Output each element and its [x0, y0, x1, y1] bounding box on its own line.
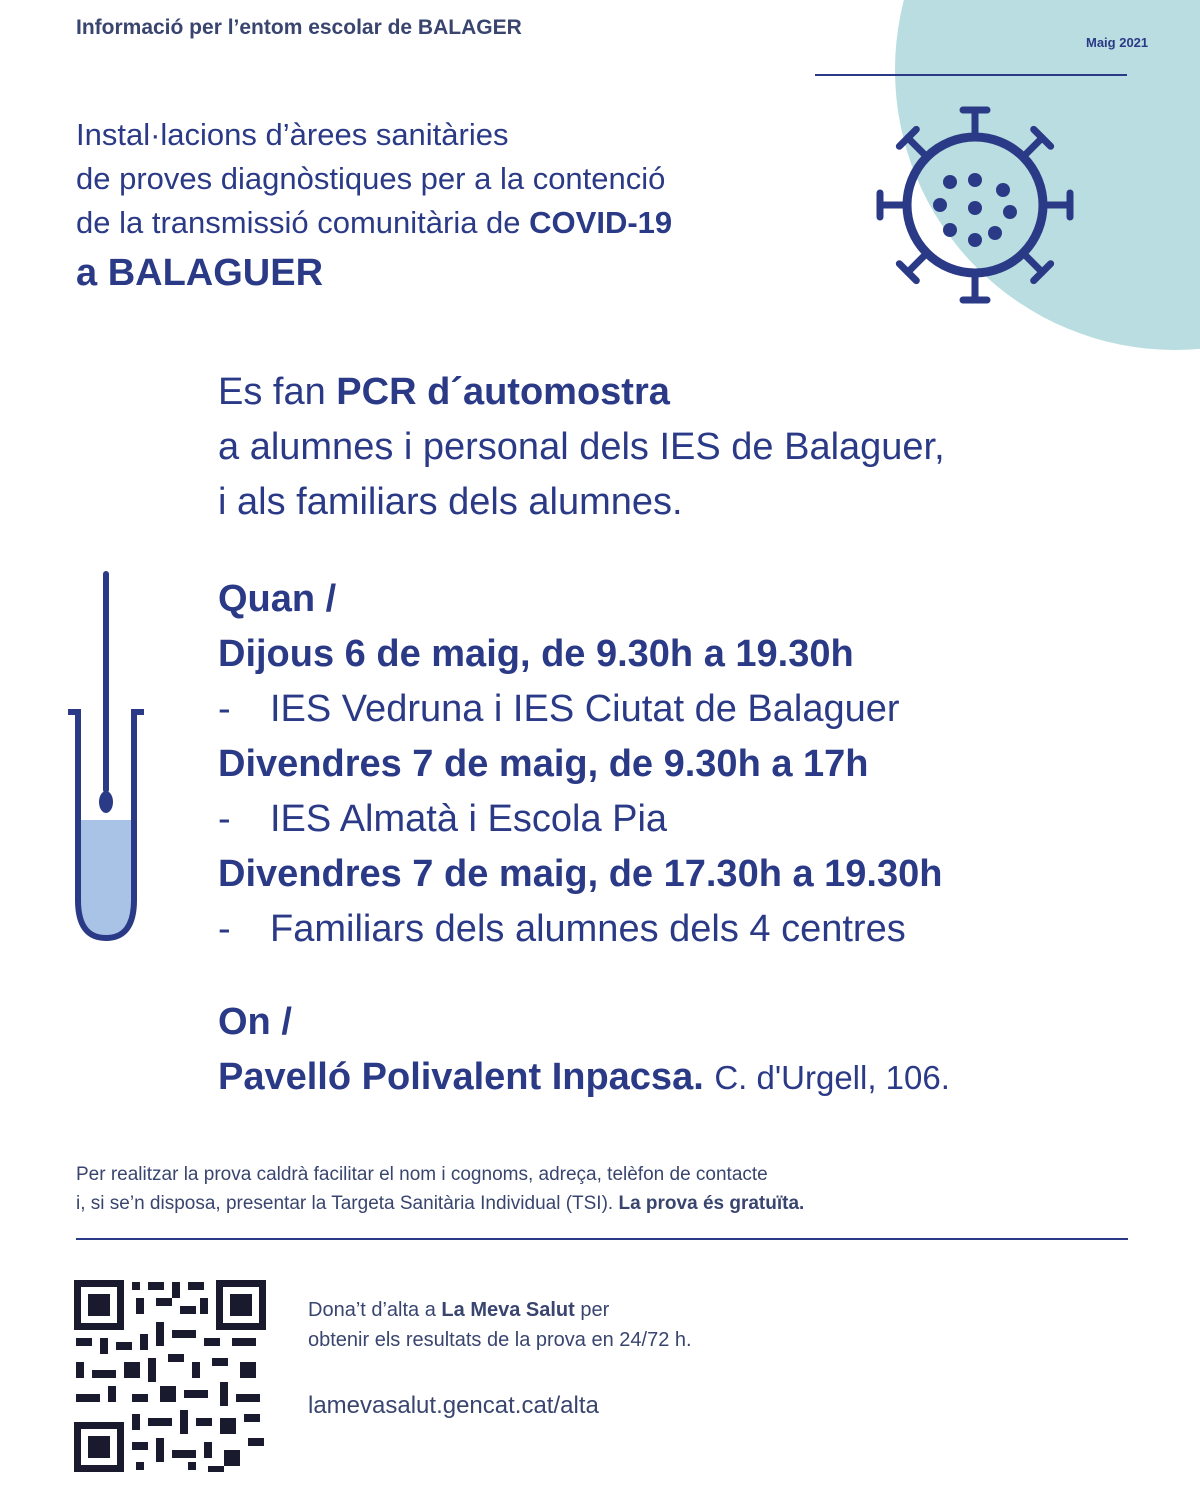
top-divider — [815, 74, 1127, 76]
when-section — [218, 572, 1178, 957]
signup-prefix: Dona’t d’alta a — [308, 1299, 442, 1321]
header-info: Informació per l’entom escolar de BALAGER — [76, 16, 522, 39]
signup-url-link[interactable]: lamevasalut.gencat.cat/alta — [308, 1392, 599, 1419]
pcr-label: PCR d´automostra — [336, 371, 670, 413]
title-line-3 — [76, 201, 856, 245]
intro-line-3: i als familiars dels alumnes. — [218, 481, 683, 523]
slot-1-dash: - — [218, 688, 231, 730]
slot-3-who-text: Familiars dels alumnes dels 4 centres — [270, 908, 906, 950]
title-line-1: Instal·lacions d’àrees sanitàries — [76, 117, 509, 152]
note-line-2 — [76, 1189, 1136, 1218]
where-section — [218, 995, 1178, 1105]
place-address: C. d'Urgell, 106. — [714, 1059, 950, 1096]
slot-3-dash: - — [218, 908, 231, 950]
slot-2-dash: - — [218, 798, 231, 840]
title-line-4: a BALAGUER — [76, 252, 324, 294]
title-line-3-text: de la transmissió comunitària de — [76, 205, 530, 240]
intro-prefix: Es fan — [218, 371, 337, 413]
main-content — [218, 365, 1178, 1105]
intro-line-1 — [218, 365, 1178, 420]
slot-1-day: Dijous 6 de maig, de 9.30h a 19.30h — [218, 633, 854, 675]
when-heading: Quan / — [218, 578, 337, 620]
virus-icon — [870, 100, 1080, 310]
slot-2-who-text: IES Almatà i Escola Pia — [270, 798, 668, 840]
slot-1-who — [218, 682, 1178, 737]
date-label: Maig 2021 — [1086, 35, 1149, 50]
slot-1-who-text: IES Vedruna i IES Ciutat de Balaguer — [270, 688, 900, 730]
where-heading: On / — [218, 1001, 292, 1043]
where-place — [218, 1050, 1178, 1105]
page-title — [76, 113, 856, 301]
signup-line-1 — [308, 1295, 692, 1325]
intro — [218, 365, 1178, 530]
note-line-1: Per realitzar la prova caldrà facilitar el nom i cognoms, adreça, telèfon de contacte — [76, 1164, 768, 1185]
signup-line-2: obtenir els resultats de la prova en 24/72 h. — [308, 1329, 692, 1351]
free-test-label: La prova és gratuïta. — [618, 1193, 805, 1214]
qr-code-icon[interactable] — [72, 1278, 268, 1474]
slot-2-who — [218, 792, 1178, 847]
requirements-note — [76, 1160, 1136, 1218]
intro-line-2: a alumnes i personal dels IES de Balaguer, — [218, 426, 945, 468]
signup-text — [308, 1295, 692, 1355]
test-tube-icon — [60, 570, 160, 950]
slot-3-who — [218, 902, 1178, 957]
title-line-2: de proves diagnòstiques per a la contenció — [76, 161, 666, 196]
covid-label: COVID-19 — [529, 205, 673, 240]
signup-suffix: per — [574, 1299, 610, 1321]
place-name: Pavelló Polivalent Inpacsa. — [218, 1056, 704, 1098]
bottom-divider — [76, 1238, 1128, 1240]
slot-2-day: Divendres 7 de maig, de 9.30h a 17h — [218, 743, 869, 785]
slot-3-day: Divendres 7 de maig, de 17.30h a 19.30h — [218, 853, 943, 895]
note-line-2-text: i, si se’n disposa, presentar la Targeta Sanitària Individual (TSI). — [76, 1193, 619, 1214]
la-meva-salut-label: La Meva Salut — [441, 1299, 575, 1321]
